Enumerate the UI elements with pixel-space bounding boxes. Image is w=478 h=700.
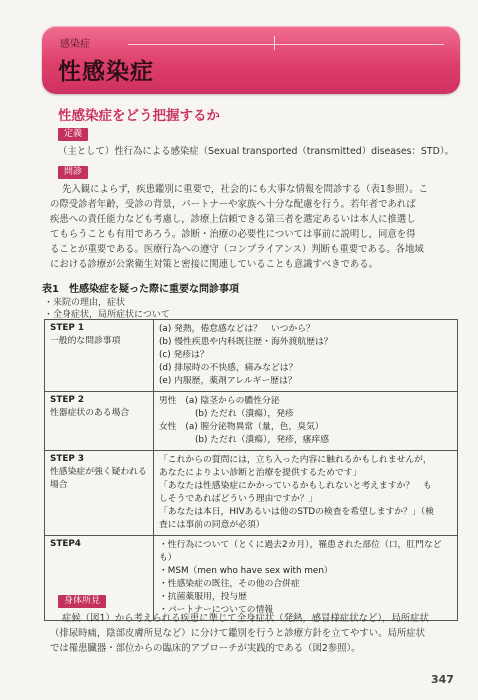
findings-line: 症候（図1）から考えられる疾患に準じて全身症状（発熱，感冒様症状など），局所症状 — [62, 613, 429, 624]
step-cell — [45, 320, 154, 392]
item: ・抗菌薬服用，投与歴 — [159, 592, 247, 602]
interview-tag: 問診 — [58, 166, 88, 179]
items-cell — [154, 320, 458, 392]
step-label: STEP 2 — [50, 395, 84, 405]
interview-line: 先入観によらず，疾患鑑別に重要で，社会的にも大事な情報を問診する（表1参照）。こ — [62, 184, 428, 195]
item: (b) ただれ（潰瘍），発疹 — [195, 409, 294, 419]
item: 「あなたは性感染症にかかっているかもしれないと考えますか？ も — [159, 481, 432, 491]
table-row — [45, 536, 458, 621]
interview-paragraph — [50, 182, 460, 272]
item: (c) 発疹は？ — [159, 350, 209, 360]
interview-line: の際受診者年齢，受診の背景，パートナーや家族へ十分な配慮を行う。若年者であれば — [50, 199, 416, 210]
step-desc: 性感染症が強く疑われる場合 — [50, 467, 147, 490]
table-row — [45, 320, 458, 392]
items-cell — [154, 451, 458, 536]
page-number: 347 — [431, 673, 454, 686]
item: しそうであればどういう理由ですか？」 — [159, 494, 318, 504]
item: 女性 (a) 膣分泌物異常（量，色，臭気） — [159, 422, 324, 432]
findings-line: では罹患臓器・部位からの臨床的アプローチが実践的である（図2参照）。 — [50, 643, 361, 654]
item: あなたによりよい診断と治療を提供するためです」 — [159, 468, 362, 478]
section-heading: 性感染症をどう把握するか — [58, 108, 220, 124]
item: ・パートナーについての情報 — [159, 605, 274, 615]
title-banner — [42, 26, 460, 94]
definition-tag: 定義 — [58, 128, 88, 141]
items-cell — [154, 392, 458, 451]
item: 査には事前の同意が必須） — [159, 520, 265, 530]
banner-category: 感染症 — [60, 39, 90, 50]
interview-line: ることが重要である。医療行為への遵守（コンプライアンス）判断も重要である。各地域 — [50, 244, 424, 255]
step-label: STEP 1 — [50, 323, 84, 333]
interview-line: てもらうことも有用であろう。診断・治療の必要性については事前に説明し，同意を得 — [50, 229, 416, 240]
banner-rule — [128, 44, 444, 45]
findings-line: （排尿時痛，陰部皮膚所見など）に分けて鑑別を行うと診療方針を立てやすい。局所症状 — [50, 628, 426, 639]
findings-paragraph — [50, 611, 460, 656]
item: 「あなたは本日，HIVあるいは他のSTDの検査を希望しますか？」（検 — [159, 507, 434, 517]
item: (d) 排尿時の不快感，痛みなどは？ — [159, 363, 298, 373]
findings-tag: 身体所見 — [58, 595, 106, 608]
table-note: ・全身症状，局所症状について — [44, 310, 170, 320]
item: 「これからの質問には，立ち入った内容に触れるかもしれませんが， — [159, 455, 432, 465]
table-note: ・来院の理由，症状 — [44, 298, 126, 308]
table-row — [45, 392, 458, 451]
item: ・性感染症の既往，その他の合併症 — [159, 579, 300, 589]
step-label: STEP 3 — [50, 454, 84, 464]
items-cell — [154, 536, 458, 621]
step-label: STEP4 — [50, 539, 81, 549]
item: (e) 内服歴，薬剤アレルギー歴は？ — [159, 376, 297, 386]
table-title: 表1 性感染症を疑った際に重要な問診事項 — [42, 284, 239, 295]
table-row — [45, 451, 458, 536]
item: ・性行為について（とくに過去2カ月），罹患された部位（口，肛門なども） — [159, 540, 442, 563]
item: 男性 (a) 陰茎からの膿性分泌 — [159, 396, 280, 406]
interview-table — [44, 319, 458, 621]
item: (a) 発熱，倦怠感などは？ いつから？ — [159, 324, 315, 334]
interview-line: における診療が公衆衛生対策と密接に関連していることも意識すべきである。 — [50, 259, 378, 270]
step-cell — [45, 392, 154, 451]
item: (b) ただれ（潰瘍），発疹，瘙痒感 — [195, 435, 330, 445]
interview-line: 疾患への責任能力なども考慮し，診療上信頼できる第三者を選定あるいは本人に推選し — [50, 214, 416, 225]
definition-text: （主として）性行為による感染症（Sexual transported（transmitted）diseases：STD）。 — [58, 146, 454, 157]
page-title: 性感染症 — [58, 59, 154, 85]
step-desc: 一般的な問診事項 — [50, 336, 121, 346]
step-cell — [45, 451, 154, 536]
step-desc: 性器症状のある場合 — [50, 408, 130, 418]
item: (b) 慢性疾患や内科既往歴・海外渡航歴は？ — [159, 337, 333, 347]
item: ・MSM（men who have sex with men） — [159, 566, 333, 576]
banner-tick — [274, 36, 275, 50]
